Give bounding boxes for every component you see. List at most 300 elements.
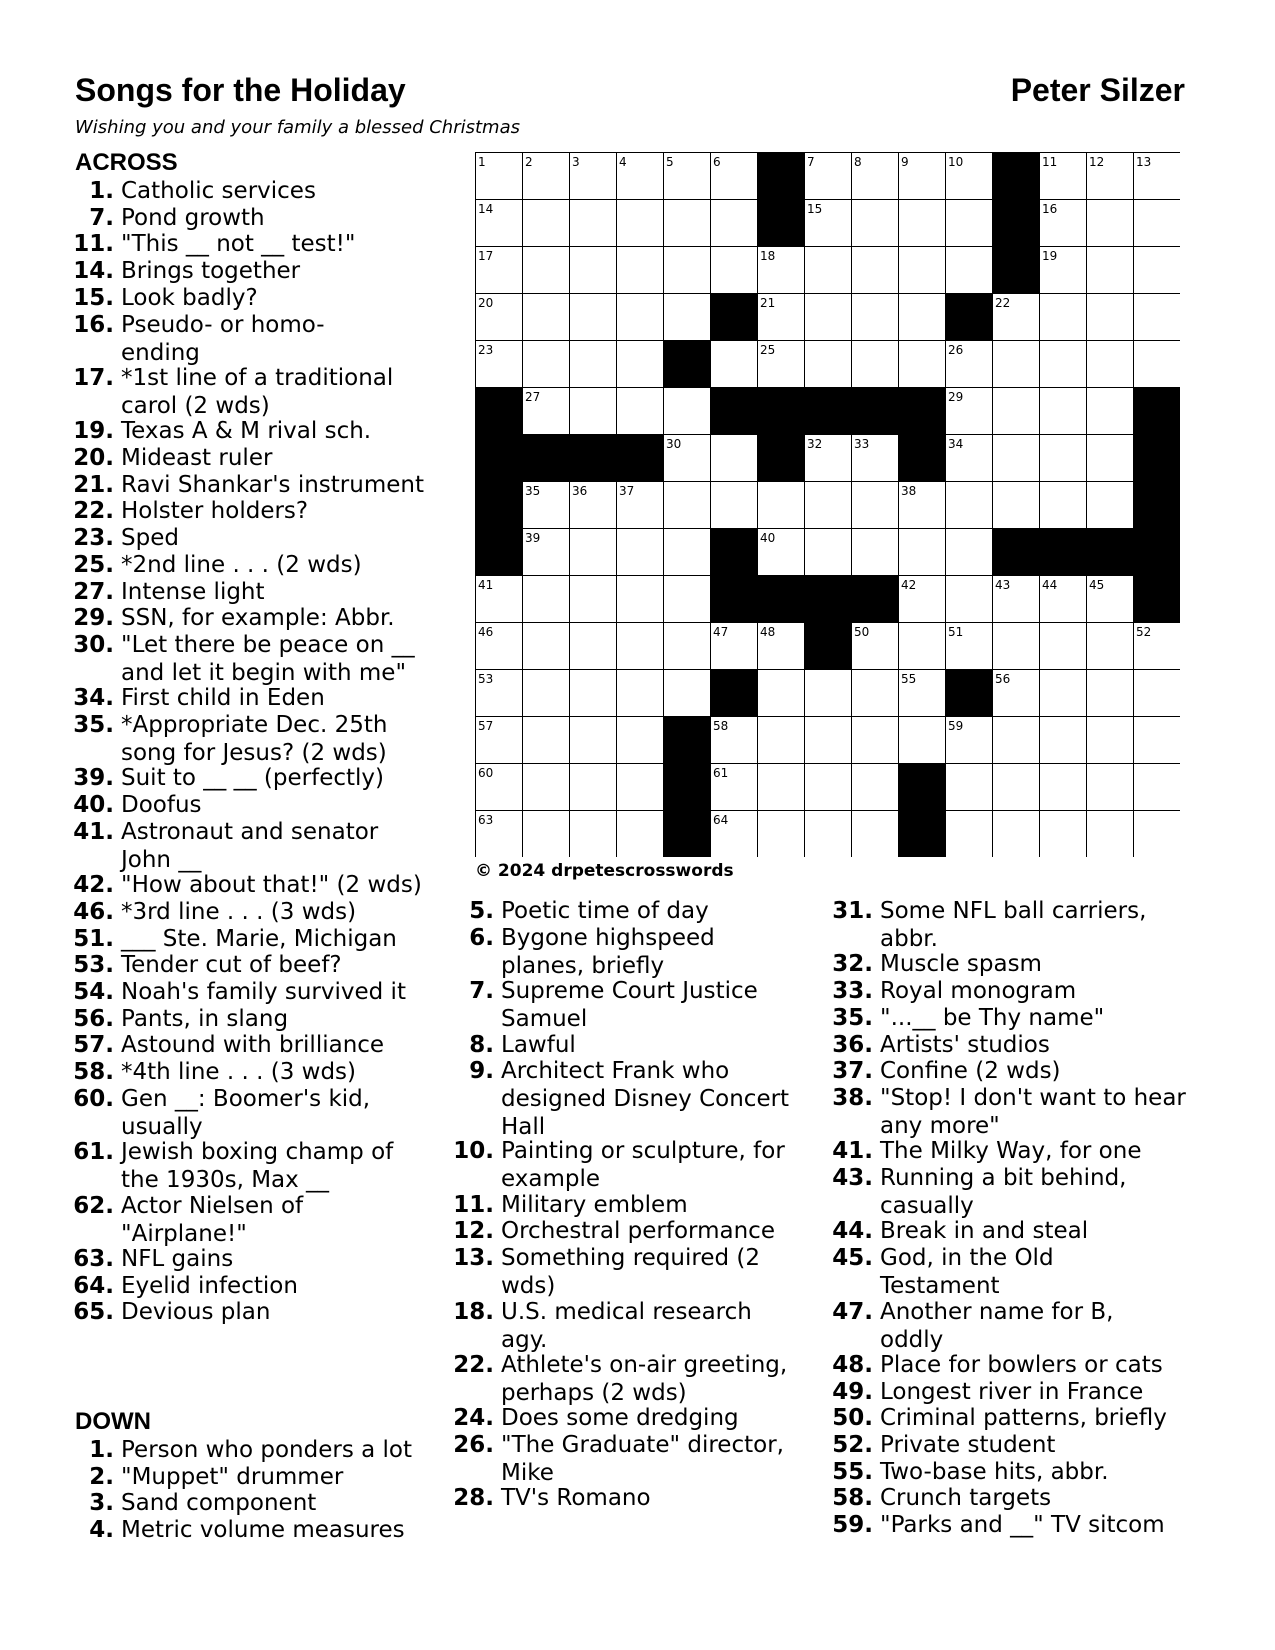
grid-cell[interactable] bbox=[1040, 764, 1087, 811]
grid-cell[interactable] bbox=[570, 388, 617, 435]
cell-number: 56 bbox=[995, 672, 1011, 686]
grid-cell[interactable] bbox=[617, 294, 664, 341]
clue-number: 2. bbox=[89, 1463, 114, 1490]
down-col3-clue bbox=[832, 1164, 1127, 1219]
grid-block bbox=[617, 435, 664, 482]
clue-number: 8. bbox=[469, 1031, 494, 1058]
grid-cell[interactable] bbox=[1134, 811, 1181, 858]
cell-number: 39 bbox=[525, 531, 541, 545]
grid-cell[interactable] bbox=[711, 341, 758, 388]
clue-number: 47. bbox=[832, 1298, 873, 1325]
grid-cell[interactable] bbox=[758, 670, 805, 717]
clue-number: 53. bbox=[73, 952, 114, 979]
down-col2-clue bbox=[453, 1217, 775, 1245]
grid-block bbox=[852, 576, 899, 623]
clue-text-continued: usually bbox=[121, 1113, 203, 1140]
grid-cell[interactable] bbox=[664, 388, 711, 435]
grid-cell[interactable] bbox=[523, 576, 570, 623]
down-col3-clue bbox=[832, 977, 1077, 1005]
grid-cell[interactable] bbox=[523, 623, 570, 670]
across-clue bbox=[73, 551, 362, 579]
cell-number: 10 bbox=[948, 155, 964, 169]
down-col3-clue bbox=[832, 1378, 1144, 1406]
across-clue bbox=[89, 177, 316, 205]
grid-cell[interactable] bbox=[1087, 811, 1134, 858]
down-col3-clue bbox=[832, 1084, 1186, 1139]
grid-cell[interactable] bbox=[758, 482, 805, 529]
clue-text: Painting or sculpture, for bbox=[501, 1138, 785, 1165]
grid-cell[interactable] bbox=[617, 200, 664, 247]
grid-cell[interactable] bbox=[570, 717, 617, 764]
grid-cell[interactable] bbox=[664, 482, 711, 529]
grid-block bbox=[711, 670, 758, 717]
grid-cell[interactable] bbox=[946, 764, 993, 811]
grid-cell[interactable] bbox=[1087, 247, 1134, 294]
grid-cell[interactable] bbox=[852, 200, 899, 247]
grid-cell[interactable] bbox=[1040, 482, 1087, 529]
cell-number: 50 bbox=[854, 625, 870, 639]
cell-number: 57 bbox=[478, 719, 494, 733]
grid-cell[interactable] bbox=[664, 670, 711, 717]
grid-cell[interactable] bbox=[711, 200, 758, 247]
grid-cell[interactable] bbox=[758, 764, 805, 811]
puzzle-subtitle: Wishing you and your family a blessed Christmas bbox=[75, 117, 520, 138]
clue-text: First child in Eden bbox=[121, 685, 325, 712]
grid-block bbox=[946, 670, 993, 717]
clue-text: Gen __: Boomer's kid, bbox=[121, 1085, 371, 1112]
grid-cell[interactable] bbox=[946, 576, 993, 623]
grid-cell[interactable] bbox=[523, 247, 570, 294]
clue-text-continued: Mike bbox=[501, 1460, 554, 1486]
grid-cell[interactable] bbox=[1087, 388, 1134, 435]
grid-cell[interactable] bbox=[570, 200, 617, 247]
clue-text: "...__ be Thy name" bbox=[880, 1004, 1105, 1031]
grid-block bbox=[899, 388, 946, 435]
cell-number: 43 bbox=[995, 578, 1011, 592]
grid-cell[interactable] bbox=[570, 764, 617, 811]
clue-number: 7. bbox=[89, 204, 114, 231]
grid-cell[interactable] bbox=[570, 670, 617, 717]
clue-number: 26. bbox=[453, 1432, 494, 1458]
clue-text: *4th line . . . (3 wds) bbox=[121, 1059, 357, 1086]
down-col2-clue bbox=[453, 1351, 788, 1406]
grid-cell[interactable] bbox=[617, 670, 664, 717]
clue-text: Astronaut and senator bbox=[121, 818, 379, 845]
grid-cell[interactable] bbox=[805, 482, 852, 529]
clue-text: "How about that!" (2 wds) bbox=[121, 872, 422, 899]
clue-number: 27. bbox=[73, 578, 114, 605]
grid-cell[interactable] bbox=[570, 811, 617, 858]
grid-cell[interactable] bbox=[852, 764, 899, 811]
across-clue bbox=[73, 444, 273, 472]
clue-text-continued: casually bbox=[880, 1193, 974, 1219]
grid-cell[interactable] bbox=[1040, 435, 1087, 482]
down-col1-clue bbox=[89, 1516, 405, 1544]
clue-text: Ravi Shankar's instrument bbox=[121, 471, 424, 498]
grid-cell[interactable] bbox=[805, 294, 852, 341]
clue-text: Actor Nielsen of bbox=[121, 1192, 304, 1219]
grid-cell[interactable] bbox=[1087, 623, 1134, 670]
across-clue bbox=[73, 1085, 371, 1140]
grid-cell[interactable] bbox=[946, 482, 993, 529]
grid-cell[interactable] bbox=[664, 247, 711, 294]
grid-cell[interactable] bbox=[664, 529, 711, 576]
clue-number: 58. bbox=[832, 1485, 873, 1512]
across-clue bbox=[73, 871, 422, 899]
grid-cell[interactable] bbox=[1134, 764, 1181, 811]
clue-text-continued: and let it begin with me" bbox=[121, 659, 407, 686]
grid-cell[interactable] bbox=[1087, 764, 1134, 811]
grid-cell[interactable] bbox=[523, 717, 570, 764]
clue-number: 50. bbox=[832, 1405, 873, 1432]
down-col2-clue bbox=[453, 1137, 785, 1193]
clue-text-continued: perhaps (2 wds) bbox=[501, 1379, 687, 1406]
grid-cell[interactable] bbox=[758, 717, 805, 764]
grid-cell[interactable] bbox=[570, 294, 617, 341]
across-clue bbox=[73, 230, 356, 258]
grid-cell[interactable] bbox=[711, 247, 758, 294]
cell-number: 2 bbox=[525, 155, 533, 169]
grid-cell[interactable] bbox=[1134, 247, 1181, 294]
across-clue bbox=[73, 1298, 271, 1326]
grid-cell[interactable] bbox=[805, 529, 852, 576]
grid-cell[interactable] bbox=[993, 482, 1040, 529]
cell-number: 60 bbox=[478, 766, 494, 780]
clue-text: "The Graduate" director, bbox=[501, 1432, 784, 1458]
clue-number: 52. bbox=[832, 1432, 873, 1458]
cell-number: 21 bbox=[760, 296, 776, 310]
grid-cell[interactable] bbox=[617, 341, 664, 388]
cell-number: 41 bbox=[478, 578, 494, 592]
clue-number: 37. bbox=[832, 1058, 873, 1085]
grid-cell[interactable] bbox=[1087, 482, 1134, 529]
cell-number: 25 bbox=[760, 343, 776, 357]
across-clue bbox=[73, 1005, 289, 1033]
grid-cell[interactable] bbox=[1087, 435, 1134, 482]
clue-text-continued: ending bbox=[121, 339, 200, 366]
grid-cell[interactable] bbox=[570, 576, 617, 623]
cell-number: 11 bbox=[1042, 155, 1058, 169]
crossword-grid bbox=[475, 152, 1180, 857]
clue-text: Pond growth bbox=[121, 204, 265, 231]
grid-block bbox=[476, 529, 523, 576]
grid-cell[interactable] bbox=[946, 811, 993, 858]
clue-text: TV's Romano bbox=[501, 1485, 651, 1512]
grid-block bbox=[1134, 482, 1181, 529]
cell-number: 22 bbox=[995, 296, 1011, 310]
clue-text: Tender cut of beef? bbox=[121, 952, 342, 979]
clue-number: 64. bbox=[73, 1272, 114, 1299]
across-clue bbox=[89, 204, 265, 232]
clue-text-continued: the 1930s, Max __ bbox=[121, 1167, 330, 1194]
clue-number: 40. bbox=[73, 792, 114, 819]
clue-text: Confine (2 wds) bbox=[880, 1058, 1061, 1085]
grid-cell[interactable] bbox=[570, 529, 617, 576]
clue-number: 7. bbox=[469, 978, 494, 1005]
clue-number: 33. bbox=[832, 978, 873, 1005]
down-col2-clue bbox=[453, 1484, 651, 1512]
across-clue bbox=[73, 764, 384, 792]
clue-number: 57. bbox=[73, 1032, 114, 1059]
clue-text: Texas A & M rival sch. bbox=[121, 418, 372, 445]
grid-cell[interactable] bbox=[617, 388, 664, 435]
grid-cell[interactable] bbox=[993, 435, 1040, 482]
cell-number: 4 bbox=[619, 155, 627, 169]
grid-cell[interactable] bbox=[1087, 294, 1134, 341]
clue-text: Two-base hits, abbr. bbox=[880, 1458, 1109, 1485]
across-heading: ACROSS bbox=[75, 149, 178, 176]
grid-cell[interactable] bbox=[1040, 811, 1087, 858]
clue-text: Private student bbox=[880, 1432, 1056, 1458]
clue-text: "Stop! I don't want to hear bbox=[880, 1084, 1186, 1111]
grid-block bbox=[476, 482, 523, 529]
grid-cell[interactable] bbox=[617, 623, 664, 670]
cell-number: 5 bbox=[666, 155, 674, 169]
clue-text: Poetic time of day bbox=[501, 898, 709, 924]
across-clue bbox=[73, 898, 357, 926]
grid-cell[interactable] bbox=[993, 388, 1040, 435]
cell-number: 59 bbox=[948, 719, 964, 733]
grid-block bbox=[1134, 435, 1181, 482]
grid-cell[interactable] bbox=[805, 811, 852, 858]
clue-text-continued: Hall bbox=[501, 1114, 546, 1141]
clue-number: 10. bbox=[453, 1138, 494, 1165]
cell-number: 42 bbox=[901, 578, 917, 592]
clue-text: Mideast ruler bbox=[121, 445, 273, 471]
grid-cell[interactable] bbox=[1134, 717, 1181, 764]
grid-cell[interactable] bbox=[899, 200, 946, 247]
grid-cell[interactable] bbox=[523, 294, 570, 341]
grid-cell[interactable] bbox=[993, 341, 1040, 388]
grid-cell[interactable] bbox=[1134, 294, 1181, 341]
clue-text: "This __ not __ test!" bbox=[121, 231, 356, 258]
grid-cell[interactable] bbox=[523, 811, 570, 858]
grid-cell[interactable] bbox=[570, 623, 617, 670]
grid-cell[interactable] bbox=[852, 717, 899, 764]
down-col2-clue bbox=[453, 1404, 739, 1432]
cell-number: 40 bbox=[760, 531, 776, 545]
clue-text: Doofus bbox=[121, 792, 202, 819]
clue-number: 42. bbox=[73, 872, 114, 899]
grid-cell[interactable] bbox=[993, 764, 1040, 811]
clue-text: Look badly? bbox=[121, 284, 258, 311]
grid-cell[interactable] bbox=[852, 294, 899, 341]
grid-cell[interactable] bbox=[1040, 670, 1087, 717]
grid-cell[interactable] bbox=[617, 529, 664, 576]
grid-cell[interactable] bbox=[523, 200, 570, 247]
grid-cell[interactable] bbox=[570, 247, 617, 294]
down-col2-clue bbox=[453, 1191, 688, 1219]
down-col3-clue bbox=[832, 950, 1042, 978]
across-clue bbox=[73, 631, 415, 686]
clue-number: 9. bbox=[469, 1058, 494, 1085]
grid-cell[interactable] bbox=[617, 811, 664, 858]
down-col3-clue bbox=[832, 1351, 1163, 1379]
clue-number: 30. bbox=[73, 631, 114, 658]
across-clue bbox=[73, 364, 394, 419]
puzzle-author: Peter Silzer bbox=[1010, 72, 1185, 108]
clue-text: NFL gains bbox=[121, 1246, 234, 1272]
grid-cell[interactable] bbox=[805, 247, 852, 294]
clue-number: 39. bbox=[73, 765, 114, 792]
grid-cell[interactable] bbox=[946, 529, 993, 576]
grid-cell[interactable] bbox=[993, 717, 1040, 764]
grid-cell[interactable] bbox=[1134, 670, 1181, 717]
grid-cell[interactable] bbox=[523, 764, 570, 811]
grid-cell[interactable] bbox=[1040, 388, 1087, 435]
grid-cell[interactable] bbox=[1087, 717, 1134, 764]
down-col1-clue bbox=[89, 1489, 317, 1517]
cell-number: 6 bbox=[713, 155, 721, 169]
grid-cell[interactable] bbox=[1087, 200, 1134, 247]
grid-cell[interactable] bbox=[617, 717, 664, 764]
grid-cell[interactable] bbox=[523, 341, 570, 388]
puzzle-title: Songs for the Holiday bbox=[75, 72, 406, 108]
grid-cell[interactable] bbox=[852, 247, 899, 294]
grid-cell[interactable] bbox=[899, 247, 946, 294]
grid-cell[interactable] bbox=[899, 529, 946, 576]
grid-cell[interactable] bbox=[946, 200, 993, 247]
grid-cell[interactable] bbox=[899, 717, 946, 764]
grid-cell[interactable] bbox=[664, 576, 711, 623]
grid-block bbox=[899, 435, 946, 482]
grid-block bbox=[758, 435, 805, 482]
grid-cell[interactable] bbox=[993, 623, 1040, 670]
cell-number: 20 bbox=[478, 296, 494, 310]
clue-text: Sand component bbox=[121, 1490, 317, 1517]
grid-cell[interactable] bbox=[946, 247, 993, 294]
grid-cell[interactable] bbox=[711, 435, 758, 482]
across-clue bbox=[73, 524, 179, 552]
clue-number: 51. bbox=[73, 925, 114, 952]
grid-cell[interactable] bbox=[805, 764, 852, 811]
across-clue bbox=[73, 1245, 234, 1273]
clue-text-continued: any more" bbox=[880, 1112, 1000, 1139]
grid-cell[interactable] bbox=[711, 482, 758, 529]
cell-number: 61 bbox=[713, 766, 729, 780]
down-col3-clue bbox=[832, 1458, 1109, 1486]
grid-cell[interactable] bbox=[523, 670, 570, 717]
down-col2-clue bbox=[469, 1031, 576, 1059]
clue-number: 45. bbox=[832, 1245, 873, 1272]
grid-block bbox=[664, 717, 711, 764]
clue-number: 38. bbox=[832, 1084, 873, 1111]
grid-cell[interactable] bbox=[899, 623, 946, 670]
grid-cell[interactable] bbox=[1040, 294, 1087, 341]
grid-cell[interactable] bbox=[852, 341, 899, 388]
down-col2-clue bbox=[453, 1244, 760, 1300]
grid-cell[interactable] bbox=[1134, 200, 1181, 247]
cell-number: 44 bbox=[1042, 578, 1058, 592]
clue-text: Suit to __ __ (perfectly) bbox=[121, 765, 384, 792]
grid-block bbox=[711, 576, 758, 623]
grid-cell[interactable] bbox=[758, 811, 805, 858]
grid-block bbox=[758, 200, 805, 247]
cell-number: 47 bbox=[713, 625, 729, 639]
grid-cell[interactable] bbox=[570, 341, 617, 388]
clue-number: 14. bbox=[73, 258, 114, 285]
clue-number: 65. bbox=[73, 1299, 114, 1326]
grid-cell[interactable] bbox=[852, 482, 899, 529]
grid-cell[interactable] bbox=[805, 670, 852, 717]
grid-cell[interactable] bbox=[805, 341, 852, 388]
cell-number: 27 bbox=[525, 390, 541, 404]
down-col2-clue bbox=[453, 1298, 752, 1353]
grid-cell[interactable] bbox=[1040, 623, 1087, 670]
grid-cell[interactable] bbox=[1040, 341, 1087, 388]
clue-text: Metric volume measures bbox=[121, 1517, 405, 1544]
grid-cell[interactable] bbox=[664, 200, 711, 247]
clue-number: 11. bbox=[73, 231, 114, 258]
grid-cell[interactable] bbox=[1087, 341, 1134, 388]
grid-cell[interactable] bbox=[1134, 341, 1181, 388]
clue-number: 36. bbox=[832, 1031, 873, 1058]
down-col3-clue bbox=[832, 1057, 1061, 1085]
clue-number: 6. bbox=[469, 924, 494, 951]
grid-cell[interactable] bbox=[664, 623, 711, 670]
clue-text-continued: carol (2 wds) bbox=[121, 392, 270, 419]
grid-cell[interactable] bbox=[852, 529, 899, 576]
grid-cell[interactable] bbox=[1040, 717, 1087, 764]
grid-block bbox=[899, 764, 946, 811]
grid-cell[interactable] bbox=[852, 670, 899, 717]
cell-number: 7 bbox=[807, 155, 815, 169]
cell-number: 32 bbox=[807, 437, 823, 451]
grid-block bbox=[852, 388, 899, 435]
clue-text-continued: planes, briefly bbox=[501, 952, 665, 979]
clue-number: 1. bbox=[89, 178, 114, 204]
clue-number: 32. bbox=[832, 951, 873, 978]
grid-cell[interactable] bbox=[617, 576, 664, 623]
grid-cell[interactable] bbox=[899, 294, 946, 341]
clue-text: "Parks and __" TV sitcom bbox=[880, 1512, 1165, 1539]
across-clue bbox=[73, 951, 342, 979]
cell-number: 35 bbox=[525, 484, 541, 498]
grid-block bbox=[664, 811, 711, 858]
grid-block bbox=[1040, 529, 1087, 576]
cell-number: 15 bbox=[807, 202, 823, 216]
cell-number: 48 bbox=[760, 625, 776, 639]
grid-cell[interactable] bbox=[664, 294, 711, 341]
grid-cell[interactable] bbox=[993, 811, 1040, 858]
clue-text: Artists' studios bbox=[880, 1031, 1050, 1058]
clue-number: 48. bbox=[832, 1351, 873, 1378]
clue-number: 46. bbox=[73, 898, 114, 925]
clue-number: 24. bbox=[453, 1405, 494, 1432]
grid-cell[interactable] bbox=[1087, 670, 1134, 717]
grid-cell[interactable] bbox=[617, 247, 664, 294]
clue-text: Catholic services bbox=[121, 178, 316, 204]
clue-number: 19. bbox=[73, 418, 114, 445]
clue-text: *Appropriate Dec. 25th bbox=[121, 712, 388, 738]
cell-number: 23 bbox=[478, 343, 494, 357]
clue-text: Architect Frank who bbox=[501, 1058, 730, 1085]
clue-text: Crunch targets bbox=[880, 1485, 1052, 1512]
clue-text: Devious plan bbox=[121, 1299, 271, 1326]
across-clue bbox=[73, 818, 379, 873]
across-clue bbox=[73, 497, 309, 525]
cell-number: 16 bbox=[1042, 202, 1058, 216]
grid-cell[interactable] bbox=[852, 811, 899, 858]
across-clue bbox=[73, 711, 388, 766]
grid-cell[interactable] bbox=[805, 717, 852, 764]
grid-cell[interactable] bbox=[617, 764, 664, 811]
clue-text: Bygone highspeed bbox=[501, 924, 715, 951]
clue-number: 62. bbox=[73, 1192, 114, 1219]
cell-number: 13 bbox=[1136, 155, 1152, 169]
grid-cell[interactable] bbox=[899, 341, 946, 388]
clue-text: *2nd line . . . (2 wds) bbox=[121, 551, 362, 578]
